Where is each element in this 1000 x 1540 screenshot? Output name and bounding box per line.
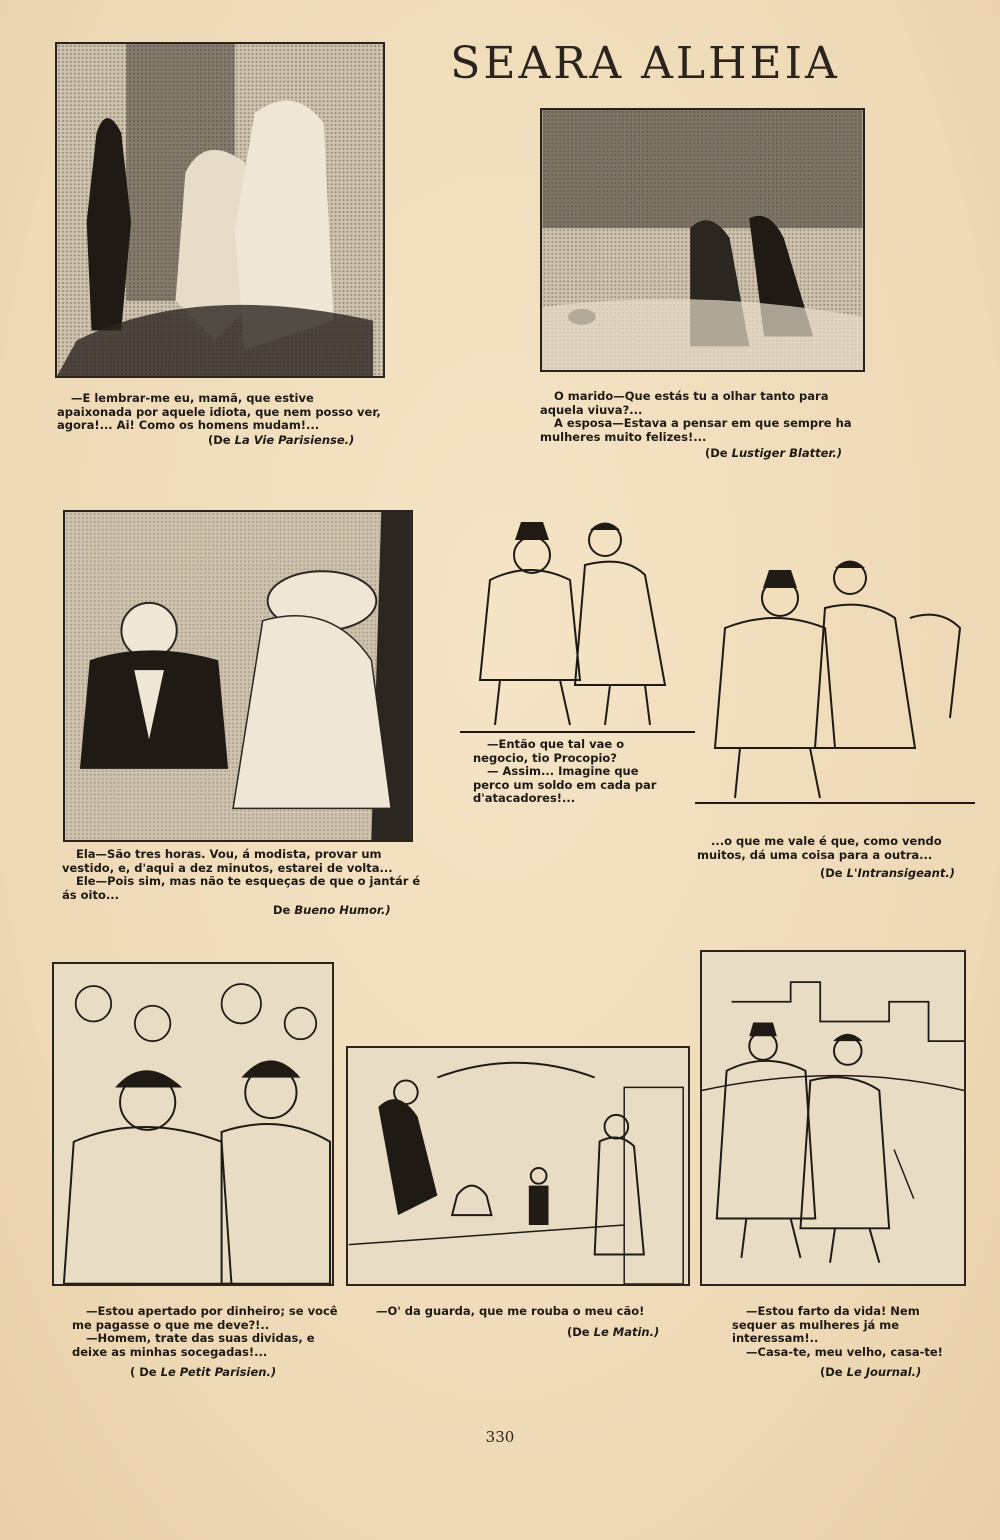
caption-line: Ele—Pois sim, mas não te esqueças de que o jantár é ás oito... [62, 874, 421, 902]
cartoon-6-caption [72, 1305, 342, 1359]
cartoon-4-illustration [460, 510, 695, 735]
cartoon-1-drawing [57, 44, 383, 376]
caption-line: —Então que tal vae o negocio, tio Procopio? [473, 737, 625, 765]
cartoon-2-illustration [540, 108, 865, 372]
cartoon-6-illustration [52, 962, 334, 1286]
cartoon-3-caption [62, 848, 422, 902]
cartoon-2-drawing [542, 110, 863, 370]
cartoon-3-illustration [63, 510, 413, 842]
caption-line: — Assim... Imagine que perco um soldo em cada par d'atacadores!... [473, 764, 657, 805]
caption-line: —E lembrar-me eu, mamã, que estive apaixonada por aquele idiota, que nem posso ver, agora!... Ai! Como os homens mudam!... [57, 391, 381, 432]
caption-line: ...o que me vale é que, como vendo muitos, dá uma coisa para a outra... [697, 834, 942, 862]
cartoon-8-drawing [702, 952, 964, 1284]
page-title: SEARA ALHEIA [450, 38, 840, 89]
caption-line: —Casa-te, meu velho, casa-te! [746, 1344, 943, 1359]
caption-line: —O' da guarda, que me rouba o meu cão! [376, 1304, 645, 1318]
cartoon-2-source: (De Lustiger Blatter.) [705, 446, 843, 460]
cartoon-7-source: (De Le Matin.) [567, 1325, 660, 1339]
cartoon-2-caption [540, 390, 875, 444]
cartoon-3-drawing [65, 512, 411, 840]
cartoon-4-drawing [460, 510, 695, 735]
caption-line: —Estou apertado por dinheiro; se você me pagasse o que me deve?!.. [72, 1304, 338, 1332]
cartoon-7-illustration [346, 1046, 690, 1286]
cartoon-5-illustration [695, 548, 975, 816]
cartoon-7-caption [376, 1305, 696, 1319]
cartoon-1-source: (De La Vie Parisiense.) [208, 433, 355, 447]
caption-line: A esposa—Estava a pensar em que sempre ha mulheres muito felizes!... [540, 416, 852, 444]
cartoon-5-drawing [695, 548, 975, 816]
page-number: 330 [485, 1428, 515, 1446]
caption-line: —Homem, trate das suas dividas, e deixe as minhas socegadas!... [72, 1331, 315, 1359]
cartoon-5-caption [697, 835, 987, 862]
cartoon-3-source: De Bueno Humor.) [273, 903, 391, 917]
caption-line: O marido—Que estás tu a olhar tanto para aquela viuva?... [540, 389, 829, 417]
cartoon-7-drawing [348, 1048, 688, 1284]
cartoon-1-caption [57, 392, 392, 433]
cartoon-8-illustration [700, 950, 966, 1286]
cartoon-5-source: (De L'Intransigeant.) [820, 866, 955, 880]
cartoon-8-caption [732, 1305, 957, 1359]
cartoon-6-drawing [54, 964, 332, 1284]
cartoon-1-illustration [55, 42, 385, 378]
cartoon-8-source: (De Le Journal.) [820, 1365, 922, 1379]
caption-line: —Estou farto da vida! Nem sequer as mulheres já me interessam!.. [732, 1304, 920, 1345]
cartoon-4-caption [473, 738, 673, 806]
caption-line: Ela—São tres horas. Vou, á modista, provar um vestido, e, d'aqui a dez minutos, estarei de volta... [62, 847, 393, 875]
cartoon-6-source: ( De Le Petit Parisien.) [130, 1365, 277, 1379]
